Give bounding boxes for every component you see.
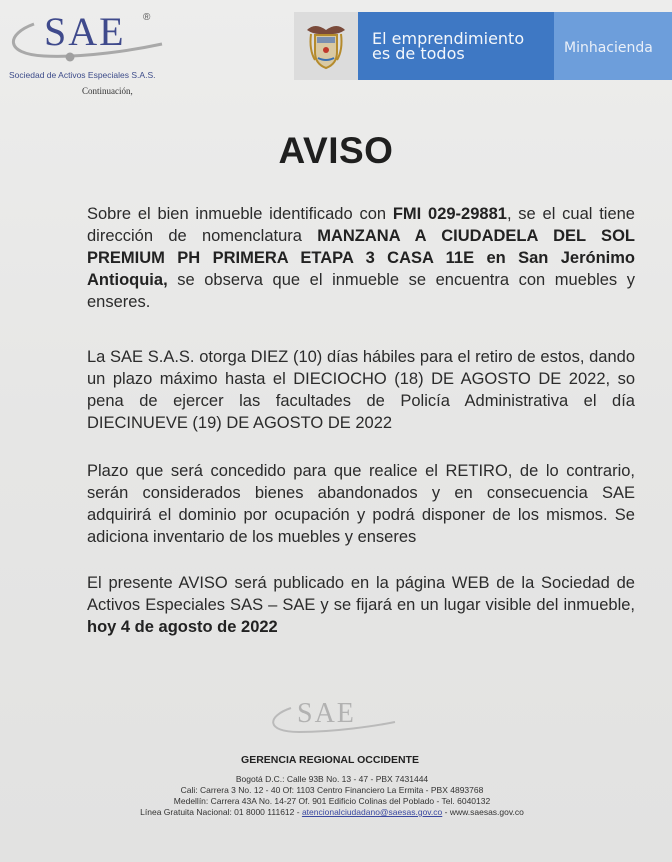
fmi-number: FMI 029-29881 (392, 205, 507, 223)
paragraph-publication (87, 572, 635, 638)
footer-contact (0, 774, 668, 818)
footer-line-medellin: Medellín: Carrera 43A No. 14-27 Of. 901 Edificio Colinas del Poblado - Tel. 6040132 (173, 796, 491, 806)
text: se observa que el inmueble se encuentra con muebles y enseres. (87, 271, 635, 311)
website-text: - www.saesas.gov.co (442, 807, 524, 817)
footer-stamp-text: SAE (297, 698, 356, 729)
ministry-label: Minhacienda (554, 12, 672, 80)
sae-logo-text: SAE (44, 9, 126, 54)
sae-tagline: Sociedad de Activos Especiales S.A.S. (9, 70, 156, 80)
page-title: AVISO (278, 130, 394, 171)
text: Sobre el bien inmueble identificado con (87, 205, 393, 223)
footer-sae-stamp (265, 698, 405, 748)
paragraph-consequence: Plazo que será concedido para que realice el RETIRO, de lo contrario, serán considerados bienes abandonados y en consecuencia SAE adquirirá el dominio por ocupación y podrá disponer de los mismos. Se adiciona inventario de los muebles y enseres (87, 462, 635, 546)
footer-line-bogota: Bogotá D.C.: Calle 93B No. 13 - 47 - PBX 7431444 (235, 774, 429, 784)
government-banner (294, 12, 672, 80)
text: El presente AVISO será publicado en la página WEB de la Sociedad de Activos Especiales SAS – SAE y se fijará en un lugar visible del inmueble, (87, 574, 635, 614)
paragraph-deadline: La SAE S.A.S. otorga DIEZ (10) días hábiles para el retiro de estos, dando un plazo máximo hasta el DIECIOCHO (18) DE AGOSTO DE 2022, so pena de ejercer las facultades de Policía Administrativa el día DIECINUEVE (19) DE AGOSTO DE 2022 (87, 348, 635, 432)
property-address: MANZANA A CIUDADELA DEL SOL PREMIUM PH PRIMERA ETAPA 3 CASA 11E en San Jerónimo Antioquia, (87, 227, 635, 289)
colombia-coat-of-arms-icon (294, 12, 358, 80)
footer-title: GERENCIA REGIONAL OCCIDENTE (241, 754, 419, 766)
publication-date: hoy 4 de agosto de 2022 (87, 618, 278, 636)
slogan-line-2: es de todos (372, 44, 465, 63)
text: , se el cual tiene dirección de nomenclatura (87, 205, 635, 245)
paragraph-property (87, 203, 635, 313)
slogan-line-1: El emprendimiento (372, 29, 525, 48)
sae-logo (4, 4, 174, 80)
footer-line-cali: Cali: Carrera 3 No. 12 - 40 Of: 1103 Centro Financiero La Ermita - PBX 4893768 (180, 785, 484, 795)
slogan-block (358, 12, 554, 80)
footer-line-contact (0, 807, 668, 818)
email-link[interactable]: atencionalciudadano@saesas.gov.co (301, 807, 443, 817)
registered-mark: ® (143, 12, 151, 23)
hotline-text: Línea Gratuita Nacional: 01 8000 111612 - (140, 807, 302, 817)
continuation-label: Continuación, (82, 86, 133, 96)
